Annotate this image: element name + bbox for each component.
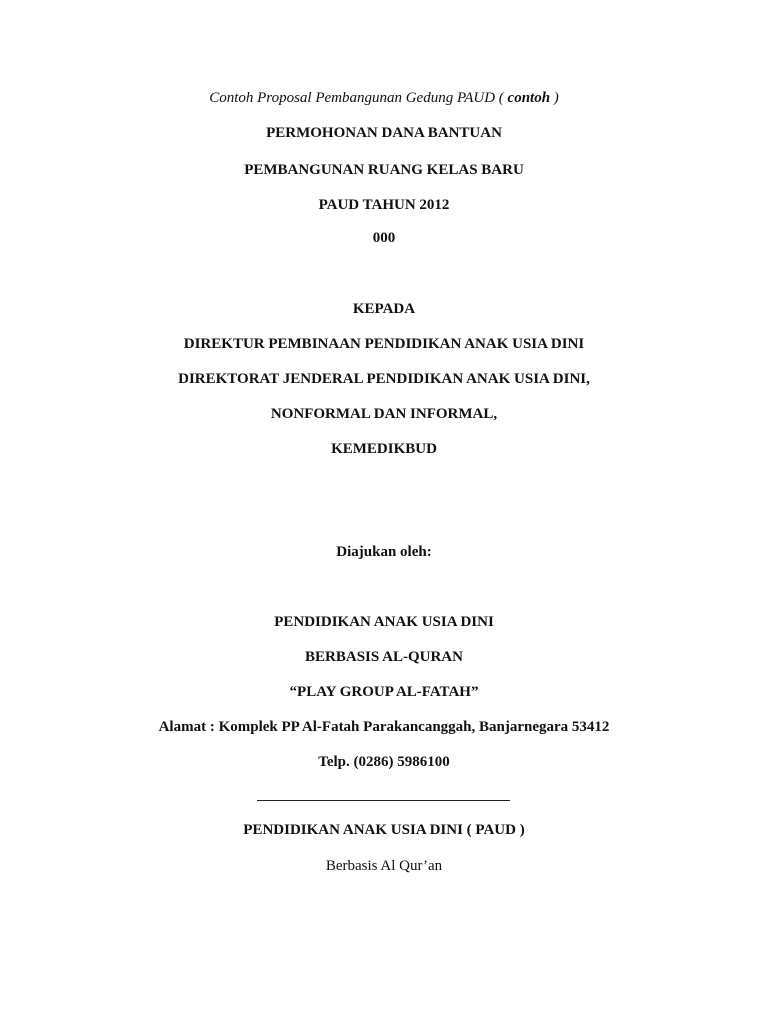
title-line-3: PAUD TAHUN 2012 — [318, 197, 450, 213]
document-caption — [0, 89, 768, 107]
title-line-2: PEMBANGUNAN RUANG KELAS BARU — [244, 162, 524, 178]
institution-address: Alamat : Komplek PP Al-Fatah Parakancanggah, Banjarnegara 53412 — [158, 719, 610, 735]
institution-subtitle: BERBASIS AL-QURAN — [305, 649, 463, 665]
institution-group: “PLAY GROUP AL-FATAH” — [289, 684, 479, 700]
title-line-4: 000 — [372, 230, 396, 246]
divider-line — [257, 800, 510, 801]
submitted-by: Diajukan oleh: — [336, 544, 432, 560]
recipient-line-5: KEMEDIKBUD — [331, 441, 437, 457]
institution-name: PENDIDIKAN ANAK USIA DINI — [274, 614, 494, 630]
title-line-1: PERMOHONAN DANA BANTUAN — [266, 125, 502, 141]
institution-phone: Telp. (0286) 5986100 — [318, 754, 450, 770]
caption-suffix: ) — [550, 90, 559, 106]
caption-text: Contoh Proposal Pembangunan Gedung PAUD ( — [209, 90, 508, 106]
recipient-line-1: KEPADA — [352, 301, 416, 317]
footer-name: PENDIDIKAN ANAK USIA DINI ( PAUD ) — [243, 822, 525, 838]
recipient-line-2: DIREKTUR PEMBINAAN PENDIDIKAN ANAK USIA DINI — [183, 336, 585, 352]
footer-subtitle: Berbasis Al Qur’an — [325, 858, 443, 874]
caption-bold-text: contoh — [507, 90, 551, 106]
recipient-line-4: NONFORMAL DAN INFORMAL, — [270, 406, 498, 422]
recipient-line-3: DIREKTORAT JENDERAL PENDIDIKAN ANAK USIA DINI, — [178, 371, 590, 387]
